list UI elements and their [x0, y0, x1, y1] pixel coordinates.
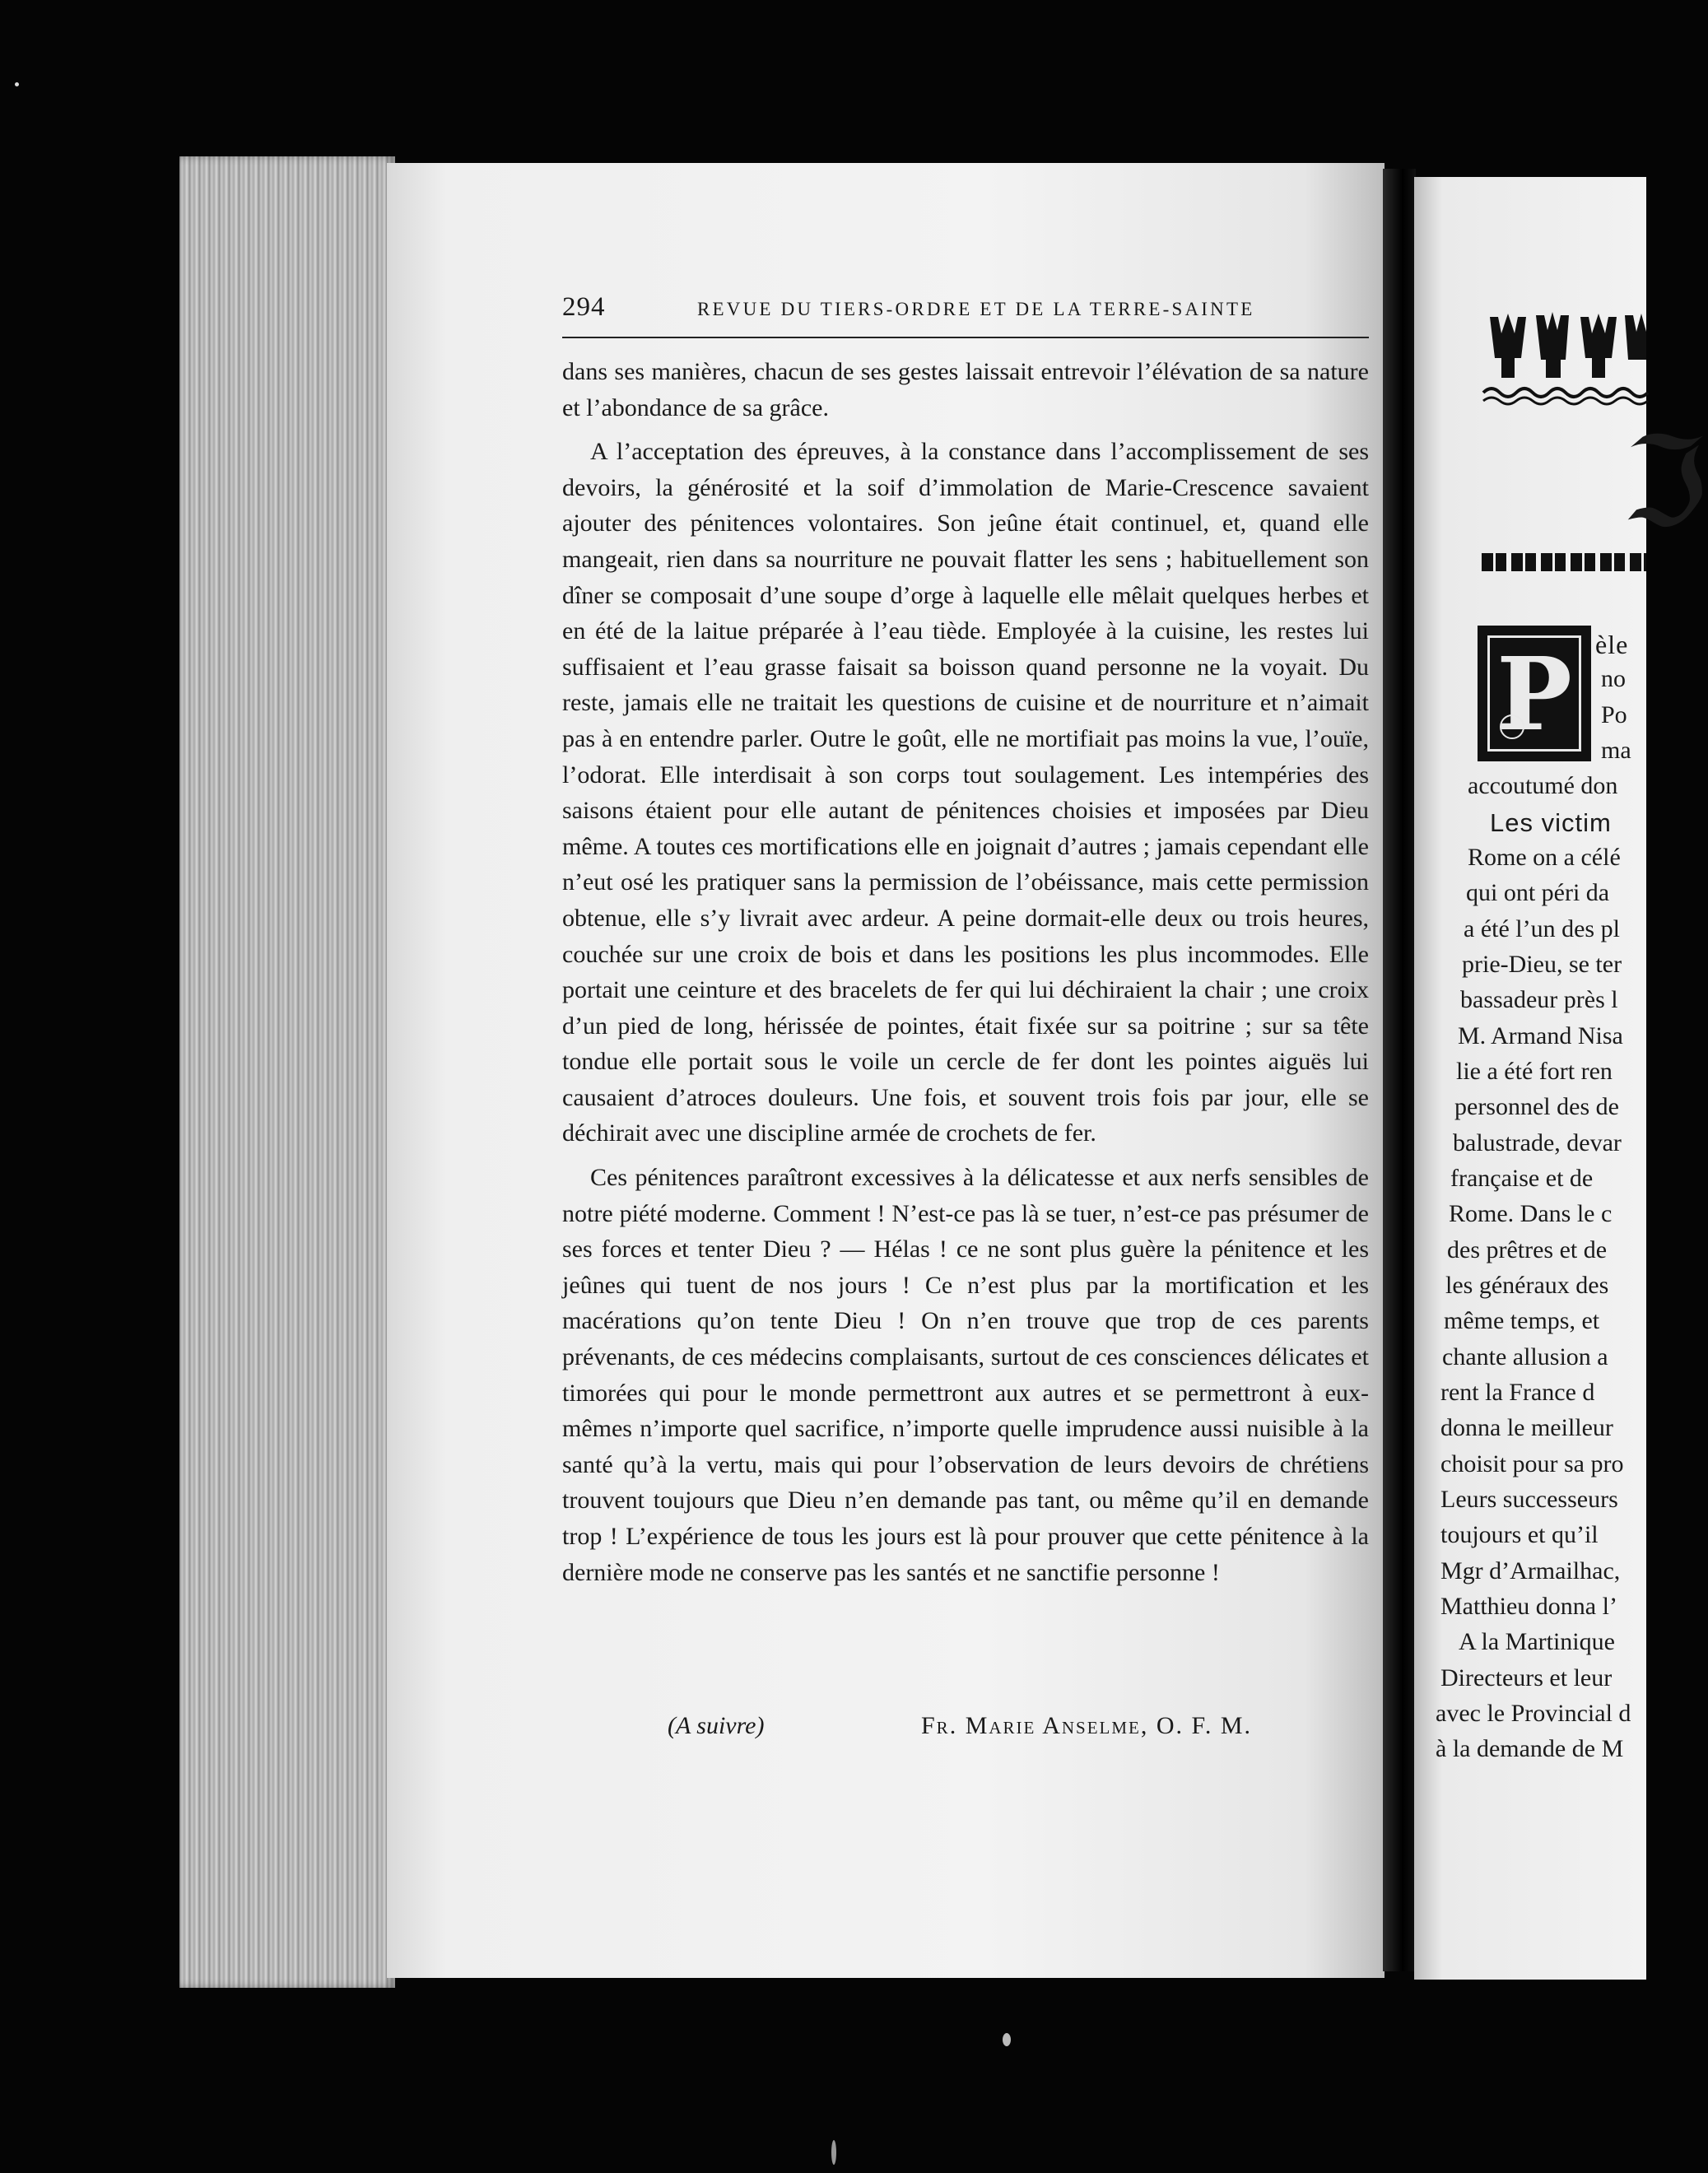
right-text-line: qui ont péri da — [1466, 879, 1610, 906]
ornament-band — [1483, 309, 1646, 407]
author-name: Fr. Marie Anselme, O. F. M. — [921, 1712, 1252, 1739]
paragraph: dans ses manières, chacun de ses gestes laissait entrevoir l’élévation de sa nature et l’abondance de sa grâce. — [562, 358, 1369, 421]
right-text-line: Directeurs et leur — [1440, 1664, 1613, 1691]
right-text-line: èle — [1595, 630, 1629, 659]
header-rule — [562, 337, 1369, 338]
journal-title: REVUE DU TIERS-ORDRE ET DE LA TERRE-SAINTE — [697, 299, 1255, 319]
paragraph: Ces pénitences paraîtront excessives à la délicatesse et aux nerfs sensibles de notre piété moderne. Comment ! N’est-ce pas là se tuer, n’est-ce pas présumer de ses forces et tenter Dieu ? — Hélas ! ce ne sont plus guère la pénitence et les jeûnes qui tuent de nos jours ! Ce n’est plus par la mortification et les macérations qu’on tente Dieu ! On n’en trouve que trop de ces parents prévenants, de ces médecins complaisants, surtout de ces consciences délicates et timorées qui pour le monde permettront aux autres et se permettront à eux-mêmes n’importe quel sacrifice, n’importe quelle imprudence aussi nuisible à la santé qu’à la vertu, mais qui pour l’observation de leurs devoirs de chrétiens trouvent toujours que Dieu n’en demande pas tant, ou même qu’il en demande trop ! L’expérience de tous les jours est là pour prouver que cette pénitence à la dernière mode ne conserve pas les santés et ne sanctifie personne ! — [562, 1164, 1369, 1586]
right-text-line: les généraux des — [1445, 1272, 1609, 1299]
decorative-title-fragment: ℑ — [1622, 416, 1708, 552]
right-text-line: Mgr d’Armailhac, — [1440, 1557, 1621, 1584]
article-signature — [562, 1712, 1369, 1748]
right-text-line: ma — [1601, 737, 1631, 764]
film-speck — [831, 2140, 836, 2165]
right-text-line: Leurs successeurs — [1440, 1486, 1618, 1513]
right-text-line: no — [1601, 665, 1626, 692]
film-speck — [1003, 2033, 1011, 2046]
right-text-line: Matthieu donna l’ — [1440, 1593, 1617, 1620]
right-text-line: même temps, et — [1444, 1307, 1600, 1334]
right-text-line: avec le Provincial d — [1436, 1700, 1631, 1727]
right-text-line: Rome. Dans le c — [1449, 1200, 1613, 1227]
right-text-line: chante allusion a — [1442, 1343, 1608, 1370]
right-text-line: Rome on a célé — [1468, 844, 1621, 871]
right-text-line: prie-Dieu, se ter — [1462, 951, 1622, 978]
ornamental-rule — [1482, 553, 1646, 571]
paragraph: A l’acceptation des épreuves, à la constance dans l’accomplissement de ses devoirs, la générosité et la soif d’immolation de Marie-Crescence savaient ajouter des pénitences volontaires. Son jeûne était continuel, et, quand elle mangeait, rien dans sa nourriture ne pouvait flatter les sens ; habituellement son dîner se composait d’une soupe d’orge à laquelle elle mêlait quelques herbes et en été de la laitue préparée à l’eau tiède. Employée à la cuisine, les restes lui suffisaient et l’eau grasse faisait sa boisson quand personne ne la voyait. Du reste, jamais elle ne traitait les questions de cuisine et de nourriture et n’aimait pas à en entendre parler. Outre le goût, elle ne mortifiait pas moins la vue, l’ouïe, l’odorat. Elle interdisait à son corps tout soulagement. Les intempéries des saisons étaient pour elle autant de pénitences choisies et imposées par Dieu même. A toutes ces mortifications elle en joignait d’autres ; jamais cependant elle n’eut osé les pratiquer sans la permission de l’obéissance, mais cette permission obtenue, elle s’y livrait avec ardeur. A peine dormait-elle deux ou trois heures, couchée sur une croix de bois et dans les positions les plus incommodes. Elle portait une ceinture et des bracelets de fer qui lui déchiraient la chair ; une croix d’un pied de long, hérissée de pointes, était fixée sur sa poitrine ; sur sa tête tondue elle portait sous le voile un cercle de fer dont les pointes aiguës lui causaient d’atroces douleurs. Une fois, et souvent trois fois par jour, elle se déchirait avec une discipline armée de crochets de fer. — [562, 438, 1369, 1147]
right-text-line: choisit pour sa pro — [1440, 1450, 1624, 1477]
running-head — [562, 292, 1369, 325]
right-text-line: lie a été fort ren — [1456, 1058, 1613, 1085]
dropcap-letter: P — [1496, 634, 1572, 753]
to-be-continued: (A suivre) — [668, 1712, 765, 1739]
right-text-line: Po — [1601, 701, 1627, 728]
book-gutter — [1383, 169, 1416, 1971]
right-text-line: accoutumé don — [1468, 772, 1618, 799]
book-page-edges — [179, 156, 395, 1988]
right-text-line: toujours et qu’il — [1440, 1521, 1599, 1548]
page-number: 294 — [562, 292, 606, 322]
article-body — [562, 354, 1369, 1590]
right-text-line: rent la France d — [1440, 1379, 1595, 1406]
right-text-line: A la Martinique — [1459, 1628, 1615, 1655]
dropcap-flourish — [1500, 714, 1524, 739]
right-section-heading: Les victim — [1490, 808, 1612, 837]
right-text-line: des prêtres et de — [1447, 1236, 1608, 1263]
right-text-line: a été l’un des pl — [1464, 915, 1620, 942]
film-speck — [15, 82, 19, 86]
right-text-line: française et de — [1450, 1165, 1594, 1192]
illuminated-dropcap — [1478, 626, 1591, 761]
right-text-line: donna le meilleur — [1440, 1414, 1613, 1441]
right-text-line: à la demande de M — [1436, 1735, 1624, 1762]
right-text-line: personnel des de — [1454, 1093, 1619, 1120]
right-text-line: M. Armand Nisa — [1458, 1022, 1623, 1049]
right-text-line: balustrade, devar — [1453, 1129, 1622, 1156]
right-text-line: bassadeur près l — [1460, 986, 1618, 1013]
